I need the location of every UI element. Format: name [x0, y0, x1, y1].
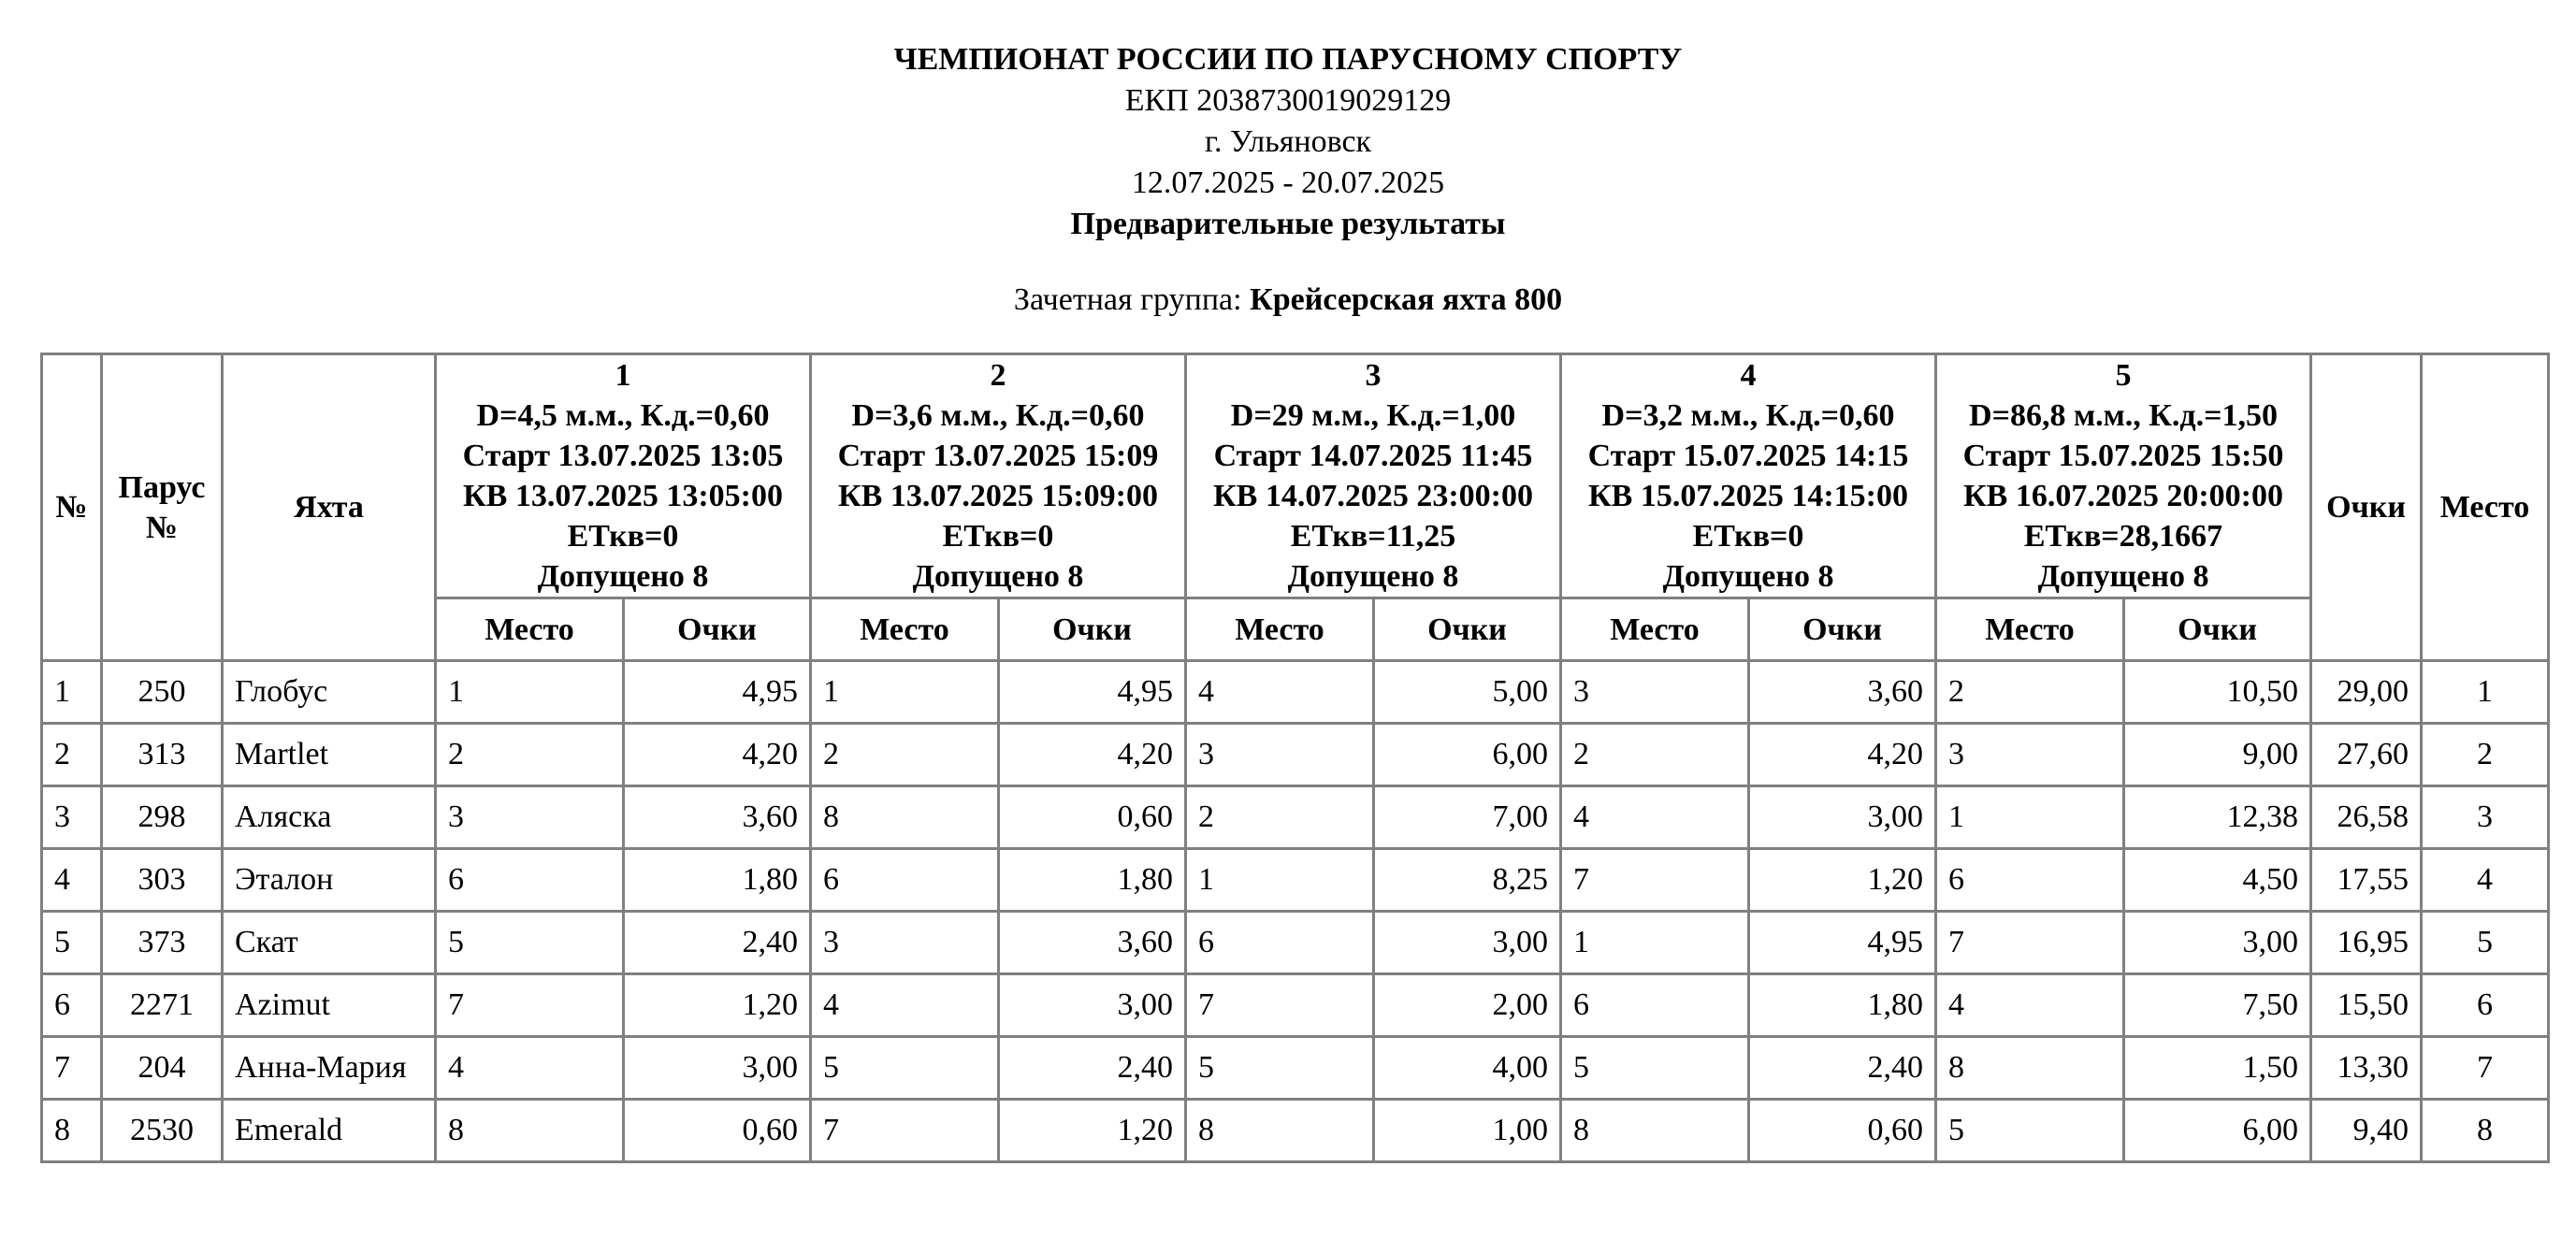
- sail-number: 313: [102, 724, 223, 786]
- row-number: 4: [42, 849, 102, 912]
- race-place: 3: [811, 912, 999, 974]
- sail-number: 250: [102, 661, 223, 724]
- yacht-name: Скат: [223, 912, 436, 974]
- race-points: 1,00: [1374, 1100, 1561, 1162]
- city: г. Ульяновск: [1204, 124, 1372, 159]
- total-points: 16,95: [2311, 912, 2422, 974]
- race-admitted: Допущено 8: [1287, 559, 1459, 594]
- race-points: 1,20: [999, 1100, 1186, 1162]
- col-header-sail-line2: №: [145, 510, 179, 545]
- race-points: 4,20: [999, 724, 1186, 786]
- yacht-name: Martlet: [223, 724, 436, 786]
- race-place: 7: [436, 974, 624, 1037]
- race-kv: КВ 16.07.2025 20:00:00: [1963, 479, 2283, 513]
- race-points: 9,00: [2124, 724, 2311, 786]
- race-place: 6: [436, 849, 624, 912]
- race-kv: КВ 15.07.2025 14:15:00: [1588, 479, 1908, 513]
- sail-number: 373: [102, 912, 223, 974]
- race-admitted: Допущено 8: [537, 559, 709, 594]
- race-place: 4: [1936, 974, 2124, 1037]
- race-1-points-header: Очки: [624, 598, 811, 661]
- race-admitted: Допущено 8: [912, 559, 1084, 594]
- race-place: 4: [811, 974, 999, 1037]
- row-number: 5: [42, 912, 102, 974]
- race-start: Старт 13.07.2025 15:09: [837, 439, 1159, 473]
- race-place: 8: [436, 1100, 624, 1162]
- sail-number: 303: [102, 849, 223, 912]
- race-points: 7,00: [1374, 786, 1561, 849]
- race-d: D=3,2 м.м., К.д.=0,60: [1601, 398, 1895, 433]
- race-place: 2: [1561, 724, 1749, 786]
- col-header-number: №: [42, 354, 102, 661]
- race-header-4: [1561, 354, 1936, 598]
- race-points: 3,00: [1749, 786, 1936, 849]
- race-points: 4,20: [624, 724, 811, 786]
- race-et: ЕТкв=0: [942, 519, 1054, 554]
- race-points: 3,00: [1374, 912, 1561, 974]
- row-number: 3: [42, 786, 102, 849]
- sail-number: 298: [102, 786, 223, 849]
- final-place: 7: [2422, 1037, 2549, 1100]
- race-points: 2,00: [1374, 974, 1561, 1037]
- race-kv: КВ 13.07.2025 15:09:00: [838, 479, 1158, 513]
- results-table: [40, 353, 2550, 1163]
- race-points: 2,40: [999, 1037, 1186, 1100]
- race-et: ЕТкв=0: [567, 519, 679, 554]
- race-points: 7,50: [2124, 974, 2311, 1037]
- race-place: 2: [811, 724, 999, 786]
- race-admitted: Допущено 8: [1662, 559, 1834, 594]
- race-points: 6,00: [1374, 724, 1561, 786]
- yacht-name: Emerald: [223, 1100, 436, 1162]
- race-points: 1,20: [1749, 849, 1936, 912]
- race-place: 7: [1186, 974, 1374, 1037]
- race-place: 4: [1186, 661, 1374, 724]
- col-header-sail-line1: Парус: [118, 469, 206, 505]
- race-n: 4: [1740, 358, 1757, 393]
- race-place: 5: [1936, 1100, 2124, 1162]
- col-header-total-points: Очки: [2311, 354, 2422, 661]
- race-admitted: Допущено 8: [2037, 559, 2209, 594]
- race-place: 2: [436, 724, 624, 786]
- total-points: 27,60: [2311, 724, 2422, 786]
- scoring-group: [0, 280, 2576, 321]
- final-place: 5: [2422, 912, 2549, 974]
- sail-number: 2530: [102, 1100, 223, 1162]
- race-et: ЕТкв=0: [1692, 519, 1804, 554]
- yacht-name: Аляска: [223, 786, 436, 849]
- race-d: D=29 м.м., К.д.=1,00: [1230, 398, 1516, 433]
- table-row: [42, 912, 2549, 974]
- results-subtitle: Предварительные результаты: [1070, 207, 1506, 241]
- col-header-sail: [102, 354, 223, 661]
- race-place: 1: [436, 661, 624, 724]
- race-points: 3,60: [1749, 661, 1936, 724]
- race-points: 4,95: [624, 661, 811, 724]
- race-points: 0,60: [1749, 1100, 1936, 1162]
- final-place: 8: [2422, 1100, 2549, 1162]
- race-place: 8: [811, 786, 999, 849]
- race-header-1: [436, 354, 811, 598]
- ekp-number: ЕКП 2038730019029129: [1124, 83, 1452, 118]
- race-place: 6: [1561, 974, 1749, 1037]
- race-points: 12,38: [2124, 786, 2311, 849]
- row-number: 6: [42, 974, 102, 1037]
- race-place: 1: [1936, 786, 2124, 849]
- total-points: 9,40: [2311, 1100, 2422, 1162]
- race-points: 4,50: [2124, 849, 2311, 912]
- race-4-place-header: Место: [1561, 598, 1749, 661]
- race-points: 4,20: [1749, 724, 1936, 786]
- race-points: 1,80: [1749, 974, 1936, 1037]
- race-d: D=86,8 м.м., К.д.=1,50: [1969, 398, 2278, 433]
- race-place: 1: [1561, 912, 1749, 974]
- sail-number: 2271: [102, 974, 223, 1037]
- race-points: 1,80: [624, 849, 811, 912]
- scoring-group-label: Зачетная группа:: [1013, 282, 1251, 317]
- race-place: 2: [1186, 786, 1374, 849]
- row-number: 8: [42, 1100, 102, 1162]
- sail-number: 204: [102, 1037, 223, 1100]
- race-points: 10,50: [2124, 661, 2311, 724]
- race-points: 2,40: [1749, 1037, 1936, 1100]
- race-start: Старт 13.07.2025 13:05: [462, 439, 784, 473]
- total-points: 29,00: [2311, 661, 2422, 724]
- race-points: 5,00: [1374, 661, 1561, 724]
- race-points: 1,20: [624, 974, 811, 1037]
- document-header: [0, 0, 2576, 245]
- race-points: 3,60: [624, 786, 811, 849]
- race-points: 4,95: [999, 661, 1186, 724]
- race-2-place-header: Место: [811, 598, 999, 661]
- race-place: 8: [1186, 1100, 1374, 1162]
- race-place: 7: [811, 1100, 999, 1162]
- race-place: 5: [436, 912, 624, 974]
- header-row: [42, 354, 2549, 598]
- yacht-name: Глобус: [223, 661, 436, 724]
- col-header-final-place: Место: [2422, 354, 2549, 661]
- event-dates: 12.07.2025 - 20.07.2025: [1131, 166, 1445, 200]
- total-points: 13,30: [2311, 1037, 2422, 1100]
- race-place: 6: [1186, 912, 1374, 974]
- race-place: 8: [1936, 1037, 2124, 1100]
- race-place: 8: [1561, 1100, 1749, 1162]
- race-start: Старт 14.07.2025 11:45: [1213, 439, 1533, 473]
- total-points: 26,58: [2311, 786, 2422, 849]
- race-kv: КВ 14.07.2025 23:00:00: [1213, 479, 1533, 513]
- race-place: 3: [1561, 661, 1749, 724]
- yacht-name: Эталон: [223, 849, 436, 912]
- race-place: 1: [1186, 849, 1374, 912]
- race-et: ЕТкв=11,25: [1290, 519, 1456, 554]
- table-row: [42, 786, 2549, 849]
- table-row: [42, 1100, 2549, 1162]
- results-body: [42, 661, 2549, 1162]
- final-place: 4: [2422, 849, 2549, 912]
- race-2-points-header: Очки: [999, 598, 1186, 661]
- race-place: 4: [436, 1037, 624, 1100]
- race-place: 3: [1186, 724, 1374, 786]
- yacht-name: Анна-Мария: [223, 1037, 436, 1100]
- race-n: 2: [990, 358, 1006, 393]
- race-3-points-header: Очки: [1374, 598, 1561, 661]
- table-row: [42, 1037, 2549, 1100]
- final-place: 6: [2422, 974, 2549, 1037]
- final-place: 3: [2422, 786, 2549, 849]
- race-1-place-header: Место: [436, 598, 624, 661]
- row-number: 2: [42, 724, 102, 786]
- table-row: [42, 974, 2549, 1037]
- final-place: 2: [2422, 724, 2549, 786]
- race-header-5: [1936, 354, 2311, 598]
- race-header-2: [811, 354, 1186, 598]
- race-5-place-header: Место: [1936, 598, 2124, 661]
- table-row: [42, 849, 2549, 912]
- race-start: Старт 15.07.2025 15:50: [1962, 439, 2284, 473]
- race-n: 5: [2115, 358, 2132, 393]
- race-n: 1: [615, 358, 631, 393]
- col-header-yacht: Яхта: [223, 354, 436, 661]
- race-points: 4,95: [1749, 912, 1936, 974]
- race-place: 7: [1561, 849, 1749, 912]
- race-place: 5: [1186, 1037, 1374, 1100]
- race-header-3: [1186, 354, 1561, 598]
- race-5-points-header: Очки: [2124, 598, 2311, 661]
- table-row: [42, 661, 2549, 724]
- row-number: 7: [42, 1037, 102, 1100]
- race-points: 3,00: [2124, 912, 2311, 974]
- race-place: 3: [1936, 724, 2124, 786]
- race-place: 6: [811, 849, 999, 912]
- race-points: 3,60: [999, 912, 1186, 974]
- race-4-points-header: Очки: [1749, 598, 1936, 661]
- yacht-name: Azimut: [223, 974, 436, 1037]
- race-place: 6: [1936, 849, 2124, 912]
- scoring-group-value: Крейсерская яхта 800: [1250, 282, 1563, 317]
- race-kv: КВ 13.07.2025 13:05:00: [463, 479, 783, 513]
- race-points: 6,00: [2124, 1100, 2311, 1162]
- final-place: 1: [2422, 661, 2549, 724]
- race-place: 3: [436, 786, 624, 849]
- total-points: 17,55: [2311, 849, 2422, 912]
- race-points: 1,80: [999, 849, 1186, 912]
- table-row: [42, 724, 2549, 786]
- race-place: 2: [1936, 661, 2124, 724]
- row-number: 1: [42, 661, 102, 724]
- race-points: 0,60: [624, 1100, 811, 1162]
- race-points: 0,60: [999, 786, 1186, 849]
- race-place: 7: [1936, 912, 2124, 974]
- race-points: 8,25: [1374, 849, 1561, 912]
- total-points: 15,50: [2311, 974, 2422, 1037]
- race-place: 4: [1561, 786, 1749, 849]
- race-start: Старт 15.07.2025 14:15: [1587, 439, 1909, 473]
- race-n: 3: [1365, 358, 1382, 393]
- race-points: 3,00: [999, 974, 1186, 1037]
- race-et: ЕТкв=28,1667: [2023, 519, 2223, 554]
- race-place: 5: [1561, 1037, 1749, 1100]
- race-place: 1: [811, 661, 999, 724]
- race-points: 2,40: [624, 912, 811, 974]
- race-place: 5: [811, 1037, 999, 1100]
- race-d: D=4,5 м.м., К.д.=0,60: [476, 398, 770, 433]
- race-points: 3,00: [624, 1037, 811, 1100]
- race-points: 1,50: [2124, 1037, 2311, 1100]
- race-points: 4,00: [1374, 1037, 1561, 1100]
- race-d: D=3,6 м.м., К.д.=0,60: [851, 398, 1145, 433]
- race-3-place-header: Место: [1186, 598, 1374, 661]
- championship-title: ЧЕМПИОНАТ РОССИИ ПО ПАРУСНОМУ СПОРТУ: [893, 42, 1683, 77]
